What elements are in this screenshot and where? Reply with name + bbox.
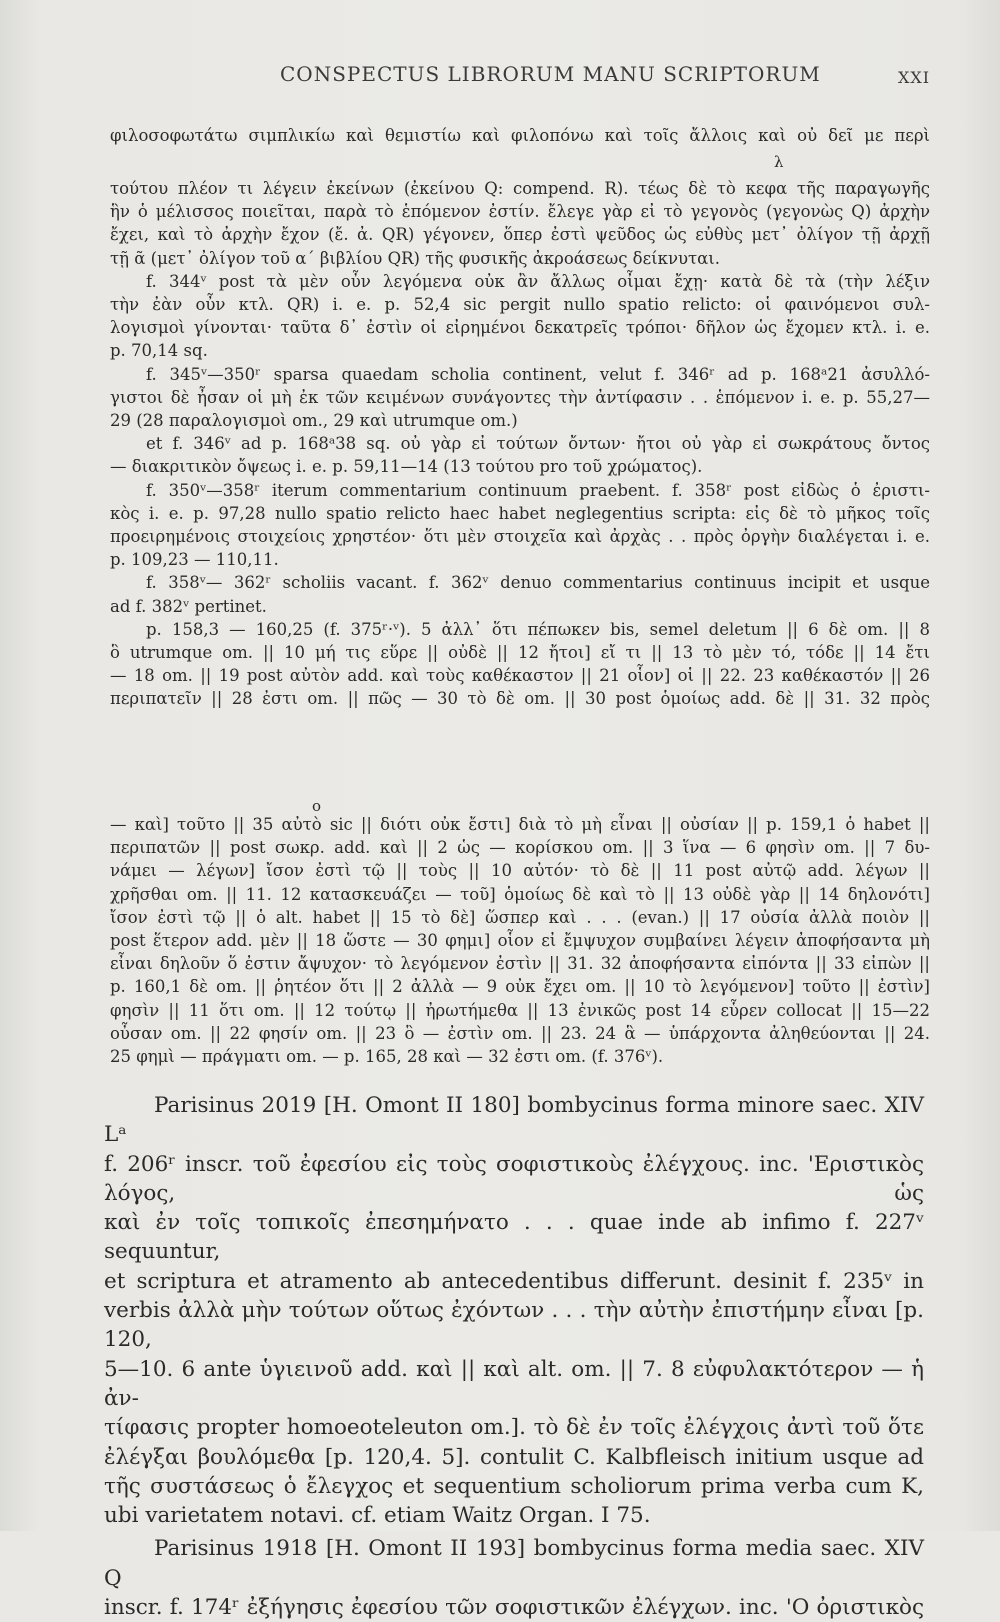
note-line: p. 160,1 δὲ om. || ῥητέον ὅτι || 2 ἀλλὰ — 9 οὐκ ἔχει om. || 10 τὸ λεγόμενον] τοῦτο || ἐστὶν]	[110, 977, 930, 997]
note-line: οὖσαν om. || 22 φησίν om. || 23 ὃ — ἐστὶν om. || 23. 24 ἃ — ὑπάρχοντα ἀληθεύονται || 24.	[110, 1023, 930, 1043]
note-line: εἶναι δηλοῦν ὅ ἐστιν ἄψυχον· τὸ λεγόμενον ἐστὶν || 31. 32 ἀποφήσαντα εἰπόντα || 33 εἰπὼν ||	[110, 954, 930, 974]
note-line: νάμει — λέγων] ἴσον ἐστὶ τῷ || τοὺς || 10 αὐτόν· τὸ δὲ || 11 post αὐτῷ add. λέγων ||	[110, 861, 930, 881]
notes-block-2	[110, 177, 930, 711]
note-line: p. 70,14 sq.	[110, 341, 208, 361]
body-line: τῆς συστάσεως ὁ ἔλεγχος et sequentium scholiorum prima verba cum K,	[104, 1473, 924, 1499]
note-line: — 18 om. || 19 post αὐτὸν add. καὶ τοὺς καθέκαστον || 21 οἷον] οἱ || 22. 23 καθέκαστόν || 26	[110, 666, 930, 686]
note-line: περιπατεῖν || 28 ἐστι om. || πῶς — 30 τὸ δὲ om. || 30 post ὁμοίως add. δὲ || 31. 32 πρὸς	[110, 689, 930, 709]
note-line: χρῆσθαι om. || 11. 12 κατασκευάζει — τοῦ] ὁμοίως δὲ καὶ τὸ || 13 οὐδὲ γὰρ || 14 δηλονότι]	[110, 884, 930, 904]
notes-block-1	[110, 124, 930, 147]
note-line: 29 (28 παραλογισμοὶ om., 29 καὶ utrumque om.)	[110, 411, 518, 431]
page-number: XXI	[898, 68, 931, 87]
body-line: Parisinus 1918 [H. Omont II 193] bombycinus forma media saec. XIV Q	[104, 1536, 924, 1591]
note-line: ἣν ὁ μέλισσος ποιεῖται, παρὰ τὸ ἑπόμενον ἐστίν. ἔλεγε γὰρ εἰ τὸ γεγονὸς (γεγονὼς Q) ἀρχὴν	[110, 202, 930, 222]
note-line: f. 358ᵛ— 362ʳ scholiis vacant. f. 362ᵛ denuo commentarius continuus incipit et usque	[146, 573, 930, 593]
body-line: f. 206ʳ inscr. τοῦ ἐφεσίου εἰς τοὺς σοφιστικοὺς ἐλέγχους. inc. 'Εριστικὸς λόγος, ὡς	[104, 1151, 924, 1206]
note-line: p. 158,3 — 160,25 (f. 375ʳ·ᵛ). 5 ἀλλ᾿ ὅτι πέπωκεν bis, semel deletum || 6 δὲ om. || 8	[146, 619, 930, 639]
note-line: f. 350ᵛ—358ʳ iterum commentarium continuum praebent. f. 358ʳ post εἰδὼς ὁ ἐριστι-	[146, 480, 930, 500]
note-line: προειρημένοις στοιχείοις χρηστέον· ὅτι μὲν στοιχεῖα καὶ ἀρχὰς . . πρὸς ὀργὴν διαλέγεται i. e.	[110, 527, 930, 547]
note-line: post ἕτερον add. μὲν || 18 ὥστε — 30 φημι] οἷον εἰ ἔμψυχον συμβαίνει λέγειν ἀποφήσαντα μὴ	[110, 931, 930, 951]
body-line: ἐλέγξαι βουλόμεθα [p. 120,4. 5]. contulit C. Kalbfleisch initium usque ad	[104, 1444, 924, 1470]
note-line: τῇ ᾶ (μετ᾿ ὀλίγον τοῦ α΄ βιβλίου QR) τῆς φυσικῆς ἀκροάσεως δείκνυται.	[110, 248, 720, 268]
note-line: λογισμοὶ γίνονται· ταῦτα δ᾿ ἐστὶν οἱ εἰρημένοι δεκατρεῖς τρόποι· δῆλον ὡς ἔχομεν κτλ. i. e.	[110, 318, 930, 338]
body-line: ubi varietatem notavi. cf. etiam Waitz Organ. I 75.	[104, 1503, 651, 1529]
body-line: 5—10. 6 ante ὑγιεινοῦ add. καὶ || καὶ alt. om. || 7. 8 εὐφυλακτότερον — ἡ ἀν-	[104, 1356, 924, 1411]
body-line: τίφασις propter homoeoteleuton om.]. τὸ δὲ ἐν τοῖς ἐλέγχοις ἀντὶ τοῦ ὅτε	[104, 1415, 924, 1441]
body-text	[104, 1091, 924, 1622]
superscript-omicron: ο	[312, 797, 322, 815]
note-line: περιπατῶν || post σωκρ. add. καὶ || 2 ὡς — κορίσκου om. || 3 ἵνα — 6 φησὶν om. || 7 δυ-	[110, 838, 930, 858]
note-line: κὸς i. e. p. 97,28 nullo spatio relicto haec habet neglegentius scripta: εἰς δὲ τὸ μῆκος τοῖς	[110, 503, 930, 523]
note-line: 25 φημὶ — πράγματι om. — p. 165, 28 καὶ — 32 ἐστι om. (f. 376ᵛ).	[110, 1047, 664, 1067]
note-line: ἔχει, καὶ τὸ ἀρχὴν ἔχον (ἔ. ἀ. QR) γέγονεν, ὅπερ ἐστὶ ψεῦδος ὡς εὐθὺς μετ᾿ ὀλίγον τῇ ἀρχῇ	[110, 225, 930, 245]
note-line: γιστοι δὲ ἦσαν οἱ μὴ ἐκ τῶν κειμένων συνάγοντες τὴν ἀντίφασιν . . ἑπόμενον i. e. p. 55,27—	[110, 387, 930, 407]
note-line: τὴν ἐὰν οὖν κτλ. QR) i. e. p. 52,4 sic pergit nullo spatio relicto: οἱ φαινόμενοι συλ-	[110, 295, 930, 315]
note-line: — διακριτικὸν ὄψεως i. e. p. 59,11—14 (13 τούτου pro τοῦ χρώματος).	[110, 457, 703, 477]
notes-block-3	[110, 813, 930, 1068]
note-line: f. 345ᵛ—350ʳ sparsa quaedam scholia continent, velut f. 346ʳ ad p. 168ᵃ21 ἀσυλλό-	[146, 364, 930, 384]
note-line: φιλοσοφωτάτω σιμπλικίω καὶ θεμιστίω καὶ φιλοπόνω καὶ τοῖς ἄλλοις καὶ οὐ δεῖ με περὶ	[110, 126, 930, 145]
note-line: ὃ utrumque om. || 10 μή τις εὕρε || οὐδὲ || 12 ἤτοι] εἴ τι || 13 τὸ μὲν τό, τόδε || 14 ἔτι	[110, 643, 930, 663]
note-line: f. 344ᵛ post τὰ μὲν οὖν λεγόμενα οὐκ ἂν ἄλλως οἶμαι ἔχῃ· κατὰ δὲ τὰ (τὴν λέξιν	[146, 271, 930, 291]
running-title: CONSPECTUS LIBRORUM MANU SCRIPTORUM	[280, 62, 821, 86]
note-line: et f. 346ᵛ ad p. 168ᵃ38 sq. οὐ γὰρ εἰ τούτων ὄντων· ἤτοι οὐ γὰρ εἰ σωκράτους ὄντος	[146, 434, 930, 454]
body-line: verbis ἀλλὰ μὴν τούτων οὕτως ἐχόντων . . . τὴν αὐτὴν ἐπιστήμην εἶναι [p. 120,	[104, 1298, 924, 1353]
superscript-lambda: λ	[774, 153, 784, 171]
note-line: ad f. 382ᵛ pertinet.	[110, 596, 267, 616]
body-line: inscr. f. 174ʳ ἐξήγησις ἐφεσίου τῶν σοφιστικῶν ἐλέγχων. inc. 'Ο ὀριστικὸς	[104, 1595, 924, 1621]
note-line: p. 109,23 — 110,11.	[110, 550, 279, 570]
note-line: φησὶν || 11 ὅτι om. || 12 τούτῳ || ἠρωτήμεθα || 13 ἐνικῶς post 14 εὗρεν collocat || 15—22	[110, 1000, 930, 1020]
body-line: Parisinus 2019 [H. Omont II 180] bombycinus forma minore saec. XIV Lᵃ	[104, 1093, 924, 1148]
note-line: — καὶ] τοῦτο || 35 αὐτὸ sic || διότι οὐκ ἔστι] διὰ τὸ μὴ εἶναι || οὐσίαν || p. 159,1 ὁ habet ||	[110, 815, 930, 834]
note-line: τούτου πλέον τι λέγειν ἐκείνων (ἐκείνου Q: compend. R). τέως δὲ τὸ κεφα τῆς παραγωγῆς	[110, 179, 930, 198]
body-line: et scriptura et atramento ab antecedentibus differunt. desinit f. 235ᵛ in	[104, 1268, 924, 1294]
note-line: ἴσον ἐστὶ τῷ || ὁ alt. habet || 15 τὸ δὲ] ὥσπερ καὶ . . . (evan.) || 17 οὐσία ἀλλὰ ποιὸν ||	[110, 907, 930, 927]
body-line: καὶ ἐν τοῖς τοπικοῖς ἐπεσημήνατο . . . quae inde ab infimo f. 227ᵛ sequuntur,	[104, 1210, 924, 1265]
